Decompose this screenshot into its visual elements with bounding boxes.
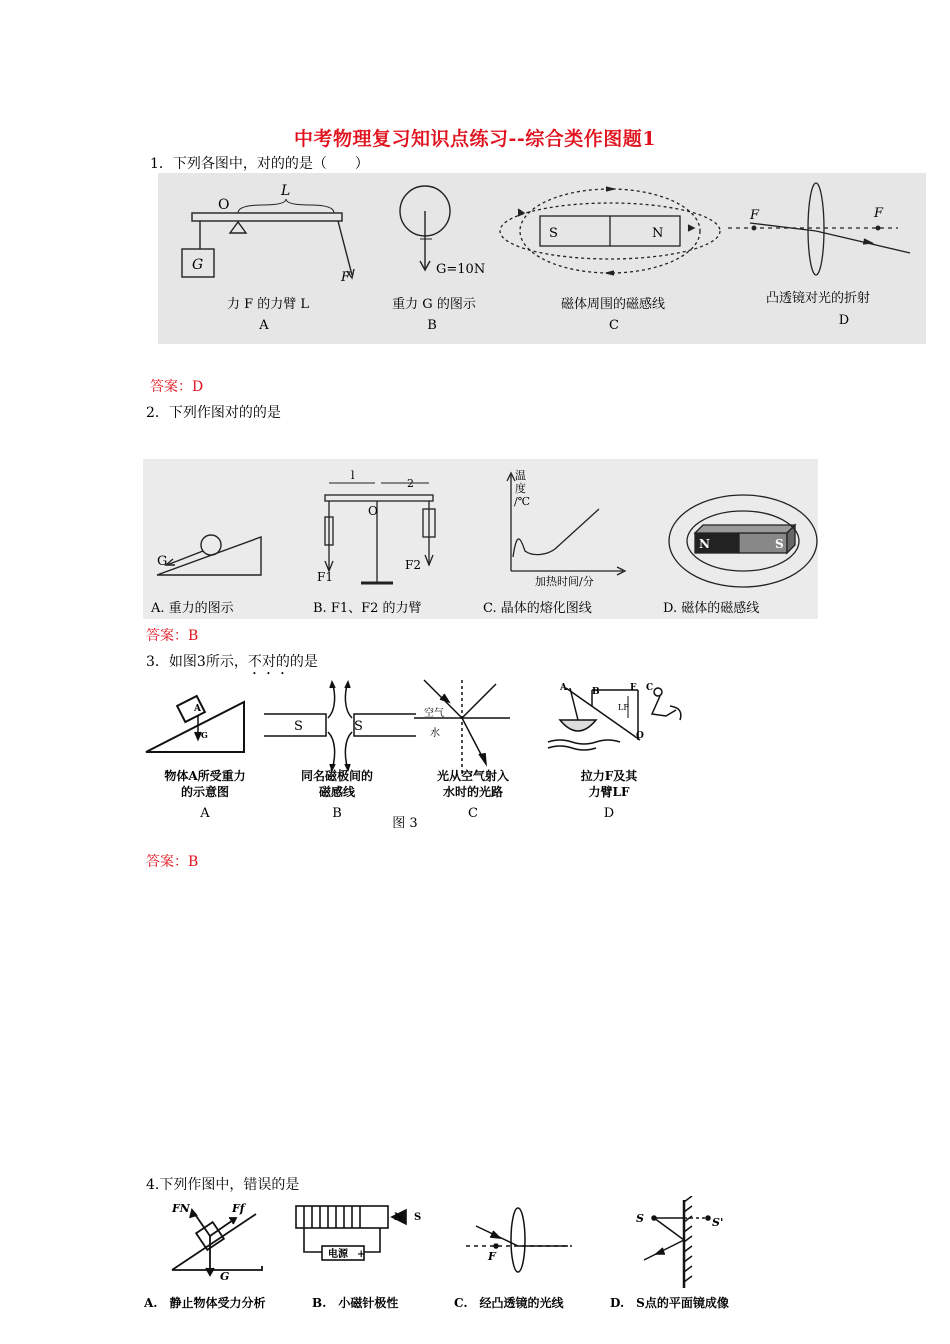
q3-caption-a-line1: 物体A所受重力 xyxy=(164,769,246,783)
q3-label-lf: LF xyxy=(618,703,629,712)
q4-label-n: N xyxy=(394,1212,404,1223)
q1-label-l: L xyxy=(281,183,291,199)
q2-figure-panel xyxy=(143,459,818,619)
question-1-suffix: 的是（ ） xyxy=(284,156,369,172)
q4-caption-a: A. 静止物体受力分析 xyxy=(144,1296,266,1310)
page-title: 中考物理复习知识点练习--综合类作图题1 xyxy=(294,128,656,150)
q2-label-s: S xyxy=(775,537,784,551)
convex-lens xyxy=(808,183,824,275)
q1-label-n: N xyxy=(652,226,664,241)
q2-figure xyxy=(143,459,818,619)
q3-caption-a-line2: 的示意图 xyxy=(180,785,229,799)
q3-caption-c-line1: 光从空气射入 xyxy=(436,769,509,783)
q3-label-b: B xyxy=(592,687,600,697)
q1-letter-c: C xyxy=(609,318,619,333)
q3-caption-a xyxy=(140,768,270,800)
q4-label-f: F xyxy=(488,1250,496,1263)
q2-label-n: N xyxy=(699,537,710,551)
q3-label-a: A xyxy=(194,704,201,714)
q2-label-o: O xyxy=(368,504,378,518)
q1-label-g10: G=10N xyxy=(436,262,486,277)
q4-figure-d xyxy=(644,1196,710,1288)
question-4: 4.下列作图中，错误的是 xyxy=(146,1177,300,1193)
q4-figure-panel xyxy=(144,1196,764,1322)
q3-caption-c-line2: 水时的光路 xyxy=(442,785,503,799)
q2-figure-d xyxy=(669,495,817,587)
q1-label-f-lens: F xyxy=(750,208,760,223)
q4-caption-c: C. 经凸透镜的光线 xyxy=(454,1296,564,1310)
q2-label-unit: /℃ xyxy=(514,495,531,508)
q4-caption-d: D. S点的平面镜成像 xyxy=(610,1296,729,1310)
q1-caption-a: 力 F 的力臂 L xyxy=(226,297,310,312)
question-3 xyxy=(146,651,318,678)
q2-caption-d: D. 磁体的磁感线 xyxy=(663,601,760,616)
q2-label-f1: F1 xyxy=(317,570,333,584)
q3-figure-c xyxy=(414,680,510,776)
q3-caption-b xyxy=(272,768,402,800)
q1-caption-d: 凸透镜对光的折射 xyxy=(765,291,870,306)
q4-label-s: S xyxy=(414,1212,422,1223)
question-3-emphasis: 不对的 xyxy=(247,654,290,670)
q4-label-ff: Ff xyxy=(232,1202,245,1215)
fulcrum xyxy=(230,222,246,233)
q3-label-o: O xyxy=(636,731,644,741)
q3-caption-b-line1: 同名磁极间的 xyxy=(300,769,373,783)
q3-figure xyxy=(140,676,700,826)
q2-label-l1: l xyxy=(351,469,355,482)
q2-label-g: G xyxy=(157,554,168,569)
q3-label-s-left: S xyxy=(294,719,303,734)
question-1-prefix: 1．下列各图中， xyxy=(150,156,257,172)
q4-label-plus: + xyxy=(357,1249,366,1260)
q3-label-c: C xyxy=(646,683,654,693)
lever-bar xyxy=(192,213,342,221)
q1-letter-b: B xyxy=(427,318,437,333)
q3-letter-a: A xyxy=(200,806,210,821)
q4-caption-b: B. 小磁针极性 xyxy=(312,1296,399,1310)
q2-answer: 答案：B xyxy=(146,628,199,644)
q3-letter-c: C xyxy=(468,806,478,821)
q2-label-temp1: 温 xyxy=(515,469,526,482)
q4-figure-c xyxy=(466,1208,572,1272)
q1-letter-a: A xyxy=(259,318,269,333)
q3-label-air: 空气 xyxy=(424,708,444,719)
q1-letter-d: D xyxy=(838,313,850,328)
question-3-suffix: 的是 xyxy=(289,654,318,670)
q3-caption-b-line2: 磁感线 xyxy=(318,785,355,799)
q3-label-g: G xyxy=(201,730,208,740)
q3-caption-d xyxy=(544,768,674,800)
q1-label-o: O xyxy=(218,197,230,213)
q1-figure-a xyxy=(182,199,354,278)
q4-label-g: G xyxy=(220,1270,230,1283)
q1-label-g: G xyxy=(192,257,204,273)
q1-figure-panel xyxy=(158,173,926,344)
q2-figure-a xyxy=(157,535,261,575)
q2-caption-a: A. 重力的图示 xyxy=(151,601,234,616)
q1-label-f: F xyxy=(341,270,351,285)
q1-figure-d xyxy=(728,183,910,275)
q1-figure-b xyxy=(400,186,450,270)
question-1-emphasis: 对的 xyxy=(256,156,285,172)
q3-label-s-right: S xyxy=(354,719,363,734)
q1-caption-b: 重力 G 的图示 xyxy=(392,297,476,312)
q1-caption-c: 磁体周围的磁感线 xyxy=(560,297,665,312)
q3-figure-number: 图 3 xyxy=(392,816,418,831)
q3-letter-d: D xyxy=(603,806,615,821)
q4-label-fn: FN xyxy=(172,1202,190,1215)
q3-answer: 答案：B xyxy=(146,854,199,870)
q1-figure-c xyxy=(500,187,720,275)
q2-label-f2: F2 xyxy=(405,558,421,572)
q4-label-s1: S xyxy=(636,1212,644,1225)
q3-label-water: 水 xyxy=(430,728,440,739)
q3-figure-b xyxy=(264,682,416,770)
q3-letter-b: B xyxy=(332,806,342,821)
q2-caption-b: B. F1、F2 的力臂 xyxy=(313,601,422,616)
q4-label-power: 电源 xyxy=(328,1249,348,1260)
q1-label-f-lens-2: F xyxy=(874,206,884,221)
q1-answer: 答案：D xyxy=(150,379,204,395)
q4-figure-a xyxy=(172,1210,262,1275)
q2-label-l2: 2 xyxy=(407,477,414,490)
question-2: 2．下列作图对的的是 xyxy=(146,405,281,421)
q2-label-time: 加热时间/分 xyxy=(535,575,594,588)
q3-caption-d-line1: 拉力F及其 xyxy=(580,769,638,783)
q2-caption-c: C. 晶体的熔化图线 xyxy=(483,601,592,616)
q3-label-f: F xyxy=(630,683,637,693)
question-3-prefix: 3．如图3所示， xyxy=(146,654,248,670)
q3-figure-panel xyxy=(140,676,700,831)
q3-caption-c xyxy=(408,768,538,800)
q3-label-a2: A xyxy=(560,683,567,693)
q4-label-s2: S' xyxy=(712,1216,724,1229)
q1-label-s: S xyxy=(549,226,558,241)
q3-figure-d xyxy=(548,688,681,750)
q4-figure-b xyxy=(296,1206,406,1260)
q2-label-temp2: 度 xyxy=(515,482,526,495)
q3-caption-d-line2: 力臂LF xyxy=(588,785,630,799)
